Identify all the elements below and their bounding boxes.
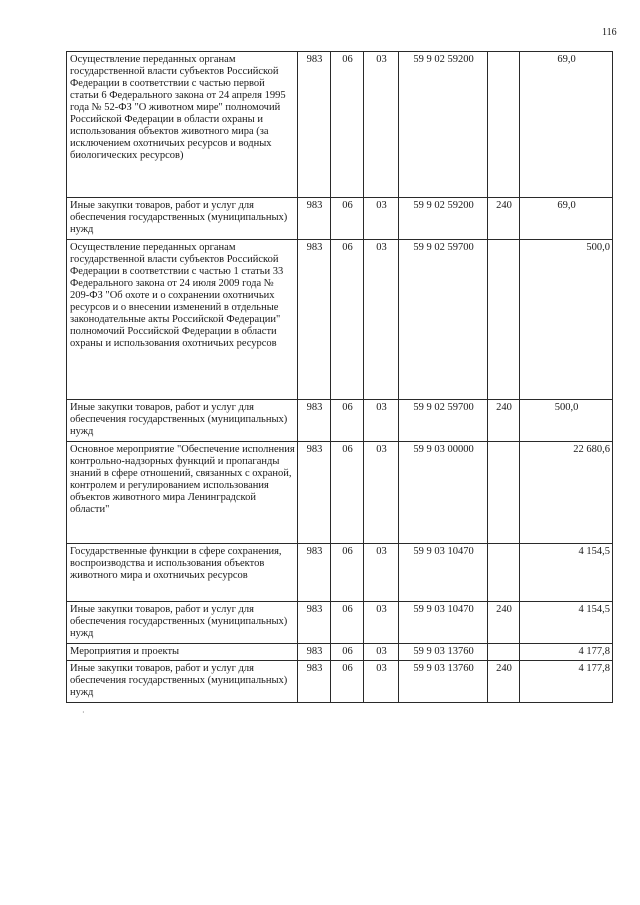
row-name: Основное мероприятие "Обеспечение исполнения контрольно-надзорных функций и пропаганды знаний в сфере отношений, связанных с охраной, контролем и регулированием использования объектов животного мира Ленинградской области"	[67, 442, 298, 544]
row-code: 983	[298, 240, 331, 400]
row-type	[488, 442, 520, 544]
row-name: Иные закупки товаров, работ и услуг для обеспечения государственных (муниципальных) нужд	[67, 400, 298, 442]
row-amount: 4 177,8	[520, 644, 613, 661]
row-name: Мероприятия и проекты	[67, 644, 298, 661]
row-target: 59 9 03 10470	[399, 602, 488, 644]
row-subsection: 03	[364, 198, 399, 240]
row-target: 59 9 02 59200	[399, 52, 488, 198]
table-row	[67, 400, 613, 442]
row-subsection: 03	[364, 661, 399, 703]
row-subsection: 03	[364, 240, 399, 400]
row-target: 59 9 02 59700	[399, 400, 488, 442]
row-name: Иные закупки товаров, работ и услуг для обеспечения государственных (муниципальных) нужд	[67, 602, 298, 644]
row-subsection: 03	[364, 602, 399, 644]
row-amount: 69,0	[520, 198, 613, 240]
row-amount: 4 154,5	[520, 544, 613, 602]
table-row	[67, 661, 613, 703]
row-amount: 4 154,5	[520, 602, 613, 644]
row-section: 06	[331, 661, 364, 703]
scan-artifact: ·	[82, 708, 85, 717]
row-section: 06	[331, 644, 364, 661]
row-section: 06	[331, 602, 364, 644]
table-row	[67, 52, 613, 198]
row-code: 983	[298, 644, 331, 661]
row-subsection: 03	[364, 442, 399, 544]
row-code: 983	[298, 400, 331, 442]
row-subsection: 03	[364, 52, 399, 198]
row-section: 06	[331, 240, 364, 400]
row-code: 983	[298, 602, 331, 644]
row-section: 06	[331, 52, 364, 198]
row-subsection: 03	[364, 544, 399, 602]
row-amount: 69,0	[520, 52, 613, 198]
row-subsection: 03	[364, 644, 399, 661]
row-type	[488, 544, 520, 602]
row-section: 06	[331, 198, 364, 240]
row-code: 983	[298, 198, 331, 240]
row-type	[488, 644, 520, 661]
row-section: 06	[331, 544, 364, 602]
budget-table	[66, 51, 613, 703]
row-name: Иные закупки товаров, работ и услуг для обеспечения государственных (муниципальных) нужд	[67, 198, 298, 240]
row-subsection: 03	[364, 400, 399, 442]
row-type: 240	[488, 602, 520, 644]
page-number: 116	[602, 27, 617, 38]
row-type: 240	[488, 400, 520, 442]
row-amount: 500,0	[520, 240, 613, 400]
table-row	[67, 544, 613, 602]
row-target: 59 9 03 10470	[399, 544, 488, 602]
table-row	[67, 198, 613, 240]
row-type: 240	[488, 661, 520, 703]
row-type: 240	[488, 198, 520, 240]
row-name: Осуществление переданных органам государственной власти субъектов Российской Федерации в соответствии с частью первой статьи 6 Федерального закона от 24 апреля 1995 года № 52-ФЗ "О животном мире" полномочий Российской Федерации в области охраны и использования объектов животного мира (за исключением охотничьих ресурсов и водных биологических ресурсов)	[67, 52, 298, 198]
row-code: 983	[298, 661, 331, 703]
row-name: Осуществление переданных органам государственной власти субъектов Российской Федерации в соответствии с частью 1 статьи 33 Федерального закона от 24 июля 2009 года № 209-ФЗ "Об охоте и о сохранении охотничьих ресурсов и о внесении изменений в отдельные законодательные акты Российской Федерации" полномочий Российской Федерации в области охраны и использования охотничьих ресурсов	[67, 240, 298, 400]
row-target: 59 9 03 13760	[399, 644, 488, 661]
table-row	[67, 442, 613, 544]
row-code: 983	[298, 544, 331, 602]
row-name: Иные закупки товаров, работ и услуг для обеспечения государственных (муниципальных) нужд	[67, 661, 298, 703]
row-amount: 22 680,6	[520, 442, 613, 544]
row-amount: 500,0	[520, 400, 613, 442]
row-section: 06	[331, 442, 364, 544]
row-target: 59 9 02 59700	[399, 240, 488, 400]
row-type	[488, 240, 520, 400]
row-type	[488, 52, 520, 198]
row-name: Государственные функции в сфере сохранения, воспроизводства и использования объектов животного мира и охотничьих ресурсов	[67, 544, 298, 602]
table-row	[67, 602, 613, 644]
row-code: 983	[298, 52, 331, 198]
row-section: 06	[331, 400, 364, 442]
row-target: 59 9 03 00000	[399, 442, 488, 544]
table-row	[67, 644, 613, 661]
row-target: 59 9 03 13760	[399, 661, 488, 703]
row-amount: 4 177,8	[520, 661, 613, 703]
table-row	[67, 240, 613, 400]
row-code: 983	[298, 442, 331, 544]
row-target: 59 9 02 59200	[399, 198, 488, 240]
